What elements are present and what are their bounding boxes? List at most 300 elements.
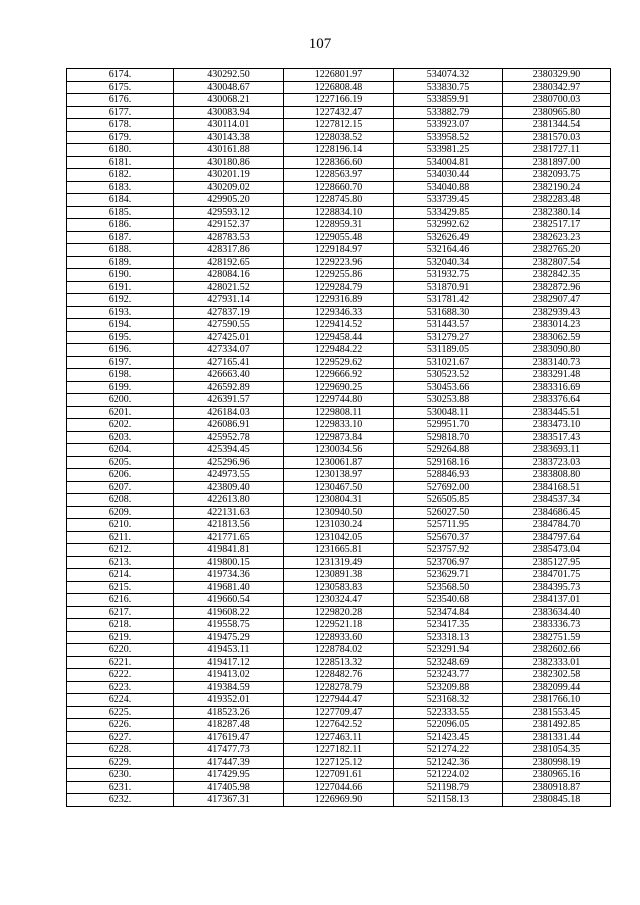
- x2-cell: 521423.45: [394, 731, 503, 744]
- x2-cell: 526505.85: [394, 494, 503, 507]
- x1-cell: 427165.41: [174, 356, 284, 369]
- y2-cell: 2382380.14: [503, 206, 611, 219]
- table-row: [67, 631, 611, 644]
- table-row: [67, 594, 611, 607]
- y1-cell: 1229316.89: [284, 294, 394, 307]
- y1-cell: 1227044.66: [284, 781, 394, 794]
- table-row: [67, 306, 611, 319]
- x2-cell: 521242.36: [394, 756, 503, 769]
- point-number-cell: 6196.: [67, 344, 174, 357]
- x1-cell: 429593.12: [174, 206, 284, 219]
- point-number-cell: 6180.: [67, 144, 174, 157]
- x2-cell: 533429.85: [394, 206, 503, 219]
- table-row: [67, 69, 611, 82]
- point-number-cell: 6226.: [67, 719, 174, 732]
- y1-cell: 1229873.84: [284, 431, 394, 444]
- y2-cell: 2383517.43: [503, 431, 611, 444]
- table-row: [67, 719, 611, 732]
- x1-cell: 428317.86: [174, 244, 284, 257]
- point-number-cell: 6201.: [67, 406, 174, 419]
- y2-cell: 2383140.73: [503, 356, 611, 369]
- x2-cell: 531870.91: [394, 281, 503, 294]
- x2-cell: 523474.84: [394, 606, 503, 619]
- y1-cell: 1229284.79: [284, 281, 394, 294]
- x1-cell: 418287.48: [174, 719, 284, 732]
- x2-cell: 531443.57: [394, 319, 503, 332]
- x2-cell: 531688.30: [394, 306, 503, 319]
- y2-cell: 2380918.87: [503, 781, 611, 794]
- point-number-cell: 6216.: [67, 594, 174, 607]
- table-row: [67, 556, 611, 569]
- x1-cell: 421771.65: [174, 531, 284, 544]
- y1-cell: 1227091.61: [284, 769, 394, 782]
- x1-cell: 422613.80: [174, 494, 284, 507]
- point-number-cell: 6212.: [67, 544, 174, 557]
- y1-cell: 1227944.47: [284, 694, 394, 707]
- table-row: [67, 781, 611, 794]
- x2-cell: 530048.11: [394, 406, 503, 419]
- table-row: [67, 794, 611, 807]
- x1-cell: 418523.26: [174, 706, 284, 719]
- y2-cell: 2381331.44: [503, 731, 611, 744]
- x1-cell: 429152.37: [174, 219, 284, 232]
- x2-cell: 534030.44: [394, 169, 503, 182]
- x2-cell: 532040.34: [394, 256, 503, 269]
- y2-cell: 2382190.24: [503, 181, 611, 194]
- table-row: [67, 531, 611, 544]
- table-row: [67, 281, 611, 294]
- x2-cell: 530253.88: [394, 394, 503, 407]
- y1-cell: 1229055.48: [284, 231, 394, 244]
- coordinates-table: [66, 68, 611, 807]
- x2-cell: 533981.25: [394, 144, 503, 157]
- point-number-cell: 6224.: [67, 694, 174, 707]
- table-row: [67, 319, 611, 332]
- x2-cell: 523291.94: [394, 644, 503, 657]
- y1-cell: 1227125.12: [284, 756, 394, 769]
- y1-cell: 1230804.31: [284, 494, 394, 507]
- table-row: [67, 769, 611, 782]
- point-number-cell: 6184.: [67, 194, 174, 207]
- y2-cell: 2382517.17: [503, 219, 611, 232]
- x1-cell: 417367.31: [174, 794, 284, 807]
- x2-cell: 531279.27: [394, 331, 503, 344]
- point-number-cell: 6183.: [67, 181, 174, 194]
- x1-cell: 425952.78: [174, 431, 284, 444]
- y2-cell: 2380845.18: [503, 794, 611, 807]
- table-row: [67, 131, 611, 144]
- y1-cell: 1227182.11: [284, 744, 394, 757]
- x2-cell: 532626.49: [394, 231, 503, 244]
- table-row: [67, 456, 611, 469]
- table-row: [67, 256, 611, 269]
- x1-cell: 430083.94: [174, 106, 284, 119]
- x1-cell: 430048.67: [174, 81, 284, 94]
- table-row: [67, 506, 611, 519]
- y1-cell: 1228482.76: [284, 669, 394, 682]
- y1-cell: 1228933.60: [284, 631, 394, 644]
- table-row: [67, 481, 611, 494]
- y1-cell: 1228366.60: [284, 156, 394, 169]
- table-row: [67, 569, 611, 582]
- x1-cell: 428192.65: [174, 256, 284, 269]
- y1-cell: 1230324.47: [284, 594, 394, 607]
- point-number-cell: 6232.: [67, 794, 174, 807]
- y2-cell: 2382842.35: [503, 269, 611, 282]
- x1-cell: 427837.19: [174, 306, 284, 319]
- y1-cell: 1229833.10: [284, 419, 394, 432]
- x2-cell: 530453.66: [394, 381, 503, 394]
- x1-cell: 425394.45: [174, 444, 284, 457]
- table-row: [67, 756, 611, 769]
- y1-cell: 1229529.62: [284, 356, 394, 369]
- page-number: 107: [308, 36, 332, 52]
- point-number-cell: 6182.: [67, 169, 174, 182]
- table-row: [67, 219, 611, 232]
- y2-cell: 2383090.80: [503, 344, 611, 357]
- y2-cell: 2381344.54: [503, 119, 611, 132]
- x1-cell: 425296.96: [174, 456, 284, 469]
- x1-cell: 430068.21: [174, 94, 284, 107]
- point-number-cell: 6200.: [67, 394, 174, 407]
- y1-cell: 1228784.02: [284, 644, 394, 657]
- table-row: [67, 406, 611, 419]
- x1-cell: 430180.86: [174, 156, 284, 169]
- x1-cell: 419352.01: [174, 694, 284, 707]
- x1-cell: 428084.16: [174, 269, 284, 282]
- table-row: [67, 619, 611, 632]
- y2-cell: 2380965.16: [503, 769, 611, 782]
- y1-cell: 1230061.87: [284, 456, 394, 469]
- table-row: [67, 156, 611, 169]
- y2-cell: 2380342.97: [503, 81, 611, 94]
- x1-cell: 430143.38: [174, 131, 284, 144]
- point-number-cell: 6199.: [67, 381, 174, 394]
- x1-cell: 419413.02: [174, 669, 284, 682]
- point-number-cell: 6198.: [67, 369, 174, 382]
- x2-cell: 532992.62: [394, 219, 503, 232]
- x1-cell: 419681.40: [174, 581, 284, 594]
- table-row: [67, 681, 611, 694]
- y1-cell: 1228834.10: [284, 206, 394, 219]
- y1-cell: 1228660.70: [284, 181, 394, 194]
- table-row: [67, 231, 611, 244]
- x2-cell: 534074.32: [394, 69, 503, 82]
- y2-cell: 2385473.04: [503, 544, 611, 557]
- table-row: [67, 269, 611, 282]
- x2-cell: 533923.07: [394, 119, 503, 132]
- x2-cell: 533739.45: [394, 194, 503, 207]
- x2-cell: 523168.32: [394, 694, 503, 707]
- point-number-cell: 6194.: [67, 319, 174, 332]
- point-number-cell: 6222.: [67, 669, 174, 682]
- table-row: [67, 706, 611, 719]
- point-number-cell: 6204.: [67, 444, 174, 457]
- x2-cell: 523540.68: [394, 594, 503, 607]
- table-row: [67, 644, 611, 657]
- y2-cell: 2384537.34: [503, 494, 611, 507]
- y1-cell: 1229521.18: [284, 619, 394, 632]
- table-row: [67, 431, 611, 444]
- y2-cell: 2383291.48: [503, 369, 611, 382]
- y1-cell: 1227812.15: [284, 119, 394, 132]
- x1-cell: 426391.57: [174, 394, 284, 407]
- y2-cell: 2384137.01: [503, 594, 611, 607]
- y2-cell: 2383445.51: [503, 406, 611, 419]
- point-number-cell: 6229.: [67, 756, 174, 769]
- point-number-cell: 6195.: [67, 331, 174, 344]
- x1-cell: 430161.88: [174, 144, 284, 157]
- x2-cell: 531189.05: [394, 344, 503, 357]
- point-number-cell: 6206.: [67, 469, 174, 482]
- x1-cell: 430209.02: [174, 181, 284, 194]
- x1-cell: 426184.03: [174, 406, 284, 419]
- table-row: [67, 244, 611, 257]
- x2-cell: 525711.95: [394, 519, 503, 532]
- y2-cell: 2382333.01: [503, 656, 611, 669]
- y2-cell: 2383808.80: [503, 469, 611, 482]
- y1-cell: 1227642.52: [284, 719, 394, 732]
- y1-cell: 1231042.05: [284, 531, 394, 544]
- y2-cell: 2380700.03: [503, 94, 611, 107]
- y1-cell: 1230891.38: [284, 569, 394, 582]
- y2-cell: 2384701.75: [503, 569, 611, 582]
- point-number-cell: 6227.: [67, 731, 174, 744]
- y2-cell: 2382872.96: [503, 281, 611, 294]
- x1-cell: 426663.40: [174, 369, 284, 382]
- y1-cell: 1229346.33: [284, 306, 394, 319]
- x1-cell: 419558.75: [174, 619, 284, 632]
- x2-cell: 528846.93: [394, 469, 503, 482]
- x1-cell: 427590.55: [174, 319, 284, 332]
- point-number-cell: 6202.: [67, 419, 174, 432]
- x2-cell: 521158.13: [394, 794, 503, 807]
- point-number-cell: 6219.: [67, 631, 174, 644]
- table-row: [67, 181, 611, 194]
- point-number-cell: 6209.: [67, 506, 174, 519]
- y2-cell: 2381570.03: [503, 131, 611, 144]
- point-number-cell: 6178.: [67, 119, 174, 132]
- point-number-cell: 6190.: [67, 269, 174, 282]
- x1-cell: 421813.56: [174, 519, 284, 532]
- point-number-cell: 6179.: [67, 131, 174, 144]
- x1-cell: 419475.29: [174, 631, 284, 644]
- point-number-cell: 6225.: [67, 706, 174, 719]
- x1-cell: 419841.81: [174, 544, 284, 557]
- point-number-cell: 6208.: [67, 494, 174, 507]
- y1-cell: 1229690.25: [284, 381, 394, 394]
- point-number-cell: 6191.: [67, 281, 174, 294]
- table-row: [67, 369, 611, 382]
- table-row: [67, 469, 611, 482]
- y2-cell: 2381766.10: [503, 694, 611, 707]
- x1-cell: 419453.11: [174, 644, 284, 657]
- x1-cell: 427931.14: [174, 294, 284, 307]
- x1-cell: 427334.07: [174, 344, 284, 357]
- x1-cell: 426086.91: [174, 419, 284, 432]
- y2-cell: 2380965.80: [503, 106, 611, 119]
- table-row: [67, 144, 611, 157]
- y2-cell: 2384784.70: [503, 519, 611, 532]
- y2-cell: 2382751.59: [503, 631, 611, 644]
- x2-cell: 532164.46: [394, 244, 503, 257]
- x1-cell: 417429.95: [174, 769, 284, 782]
- x2-cell: 525670.37: [394, 531, 503, 544]
- x2-cell: 531932.75: [394, 269, 503, 282]
- y1-cell: 1226969.90: [284, 794, 394, 807]
- x2-cell: 521198.79: [394, 781, 503, 794]
- table-row: [67, 694, 611, 707]
- y2-cell: 2384797.64: [503, 531, 611, 544]
- table-row: [67, 119, 611, 132]
- y1-cell: 1230583.83: [284, 581, 394, 594]
- x2-cell: 523248.69: [394, 656, 503, 669]
- x2-cell: 529818.70: [394, 431, 503, 444]
- y2-cell: 2383693.11: [503, 444, 611, 457]
- point-number-cell: 6213.: [67, 556, 174, 569]
- point-number-cell: 6223.: [67, 681, 174, 694]
- x1-cell: 417405.98: [174, 781, 284, 794]
- y1-cell: 1229666.92: [284, 369, 394, 382]
- table-row: [67, 394, 611, 407]
- y1-cell: 1230138.97: [284, 469, 394, 482]
- x2-cell: 523568.50: [394, 581, 503, 594]
- table-row: [67, 444, 611, 457]
- x1-cell: 423809.40: [174, 481, 284, 494]
- x1-cell: 428021.52: [174, 281, 284, 294]
- y1-cell: 1231030.24: [284, 519, 394, 532]
- y2-cell: 2384168.51: [503, 481, 611, 494]
- x2-cell: 529951.70: [394, 419, 503, 432]
- y1-cell: 1228745.80: [284, 194, 394, 207]
- y2-cell: 2382807.54: [503, 256, 611, 269]
- x2-cell: 523417.35: [394, 619, 503, 632]
- x1-cell: 424973.55: [174, 469, 284, 482]
- y1-cell: 1228959.31: [284, 219, 394, 232]
- x1-cell: 426592.89: [174, 381, 284, 394]
- x2-cell: 521224.02: [394, 769, 503, 782]
- point-number-cell: 6177.: [67, 106, 174, 119]
- y2-cell: 2383376.64: [503, 394, 611, 407]
- x2-cell: 523757.92: [394, 544, 503, 557]
- y2-cell: 2381727.11: [503, 144, 611, 157]
- y1-cell: 1229414.52: [284, 319, 394, 332]
- x2-cell: 533859.91: [394, 94, 503, 107]
- y1-cell: 1226808.48: [284, 81, 394, 94]
- point-number-cell: 6217.: [67, 606, 174, 619]
- table-row: [67, 544, 611, 557]
- y1-cell: 1227709.47: [284, 706, 394, 719]
- y1-cell: 1227166.19: [284, 94, 394, 107]
- x2-cell: 531021.67: [394, 356, 503, 369]
- table-row: [67, 194, 611, 207]
- y2-cell: 2383336.73: [503, 619, 611, 632]
- y1-cell: 1228278.79: [284, 681, 394, 694]
- y2-cell: 2380329.90: [503, 69, 611, 82]
- y2-cell: 2383014.23: [503, 319, 611, 332]
- table-row: [67, 731, 611, 744]
- table-row: [67, 344, 611, 357]
- point-number-cell: 6185.: [67, 206, 174, 219]
- point-number-cell: 6231.: [67, 781, 174, 794]
- x2-cell: 526027.50: [394, 506, 503, 519]
- y1-cell: 1228513.32: [284, 656, 394, 669]
- x2-cell: 523318.13: [394, 631, 503, 644]
- point-number-cell: 6215.: [67, 581, 174, 594]
- table-row: [67, 294, 611, 307]
- y2-cell: 2383723.03: [503, 456, 611, 469]
- y2-cell: 2382283.48: [503, 194, 611, 207]
- x2-cell: 522333.55: [394, 706, 503, 719]
- y1-cell: 1228196.14: [284, 144, 394, 157]
- y1-cell: 1229223.96: [284, 256, 394, 269]
- point-number-cell: 6203.: [67, 431, 174, 444]
- point-number-cell: 6188.: [67, 244, 174, 257]
- point-number-cell: 6192.: [67, 294, 174, 307]
- y2-cell: 2382602.66: [503, 644, 611, 657]
- y1-cell: 1228563.97: [284, 169, 394, 182]
- x2-cell: 531781.42: [394, 294, 503, 307]
- y1-cell: 1229744.80: [284, 394, 394, 407]
- point-number-cell: 6211.: [67, 531, 174, 544]
- y1-cell: 1227463.11: [284, 731, 394, 744]
- x1-cell: 419417.12: [174, 656, 284, 669]
- y2-cell: 2382099.44: [503, 681, 611, 694]
- y2-cell: 2380998.19: [503, 756, 611, 769]
- table-row: [67, 669, 611, 682]
- y1-cell: 1228038.52: [284, 131, 394, 144]
- y1-cell: 1229255.86: [284, 269, 394, 282]
- y2-cell: 2383634.40: [503, 606, 611, 619]
- x2-cell: 523209.88: [394, 681, 503, 694]
- x2-cell: 529168.16: [394, 456, 503, 469]
- y2-cell: 2382302.58: [503, 669, 611, 682]
- point-number-cell: 6197.: [67, 356, 174, 369]
- x1-cell: 419800.15: [174, 556, 284, 569]
- point-number-cell: 6214.: [67, 569, 174, 582]
- table-row: [67, 606, 611, 619]
- y1-cell: 1226801.97: [284, 69, 394, 82]
- point-number-cell: 6189.: [67, 256, 174, 269]
- point-number-cell: 6176.: [67, 94, 174, 107]
- y1-cell: 1227432.47: [284, 106, 394, 119]
- y2-cell: 2383062.59: [503, 331, 611, 344]
- table-row: [67, 494, 611, 507]
- x2-cell: 533830.75: [394, 81, 503, 94]
- x1-cell: 430292.50: [174, 69, 284, 82]
- y2-cell: 2381897.00: [503, 156, 611, 169]
- point-number-cell: 6221.: [67, 656, 174, 669]
- table-row: [67, 744, 611, 757]
- y1-cell: 1229484.22: [284, 344, 394, 357]
- point-number-cell: 6186.: [67, 219, 174, 232]
- x2-cell: 523706.97: [394, 556, 503, 569]
- point-number-cell: 6218.: [67, 619, 174, 632]
- point-number-cell: 6207.: [67, 481, 174, 494]
- y1-cell: 1229808.11: [284, 406, 394, 419]
- x1-cell: 419660.54: [174, 594, 284, 607]
- x2-cell: 522096.05: [394, 719, 503, 732]
- point-number-cell: 6220.: [67, 644, 174, 657]
- x2-cell: 533882.79: [394, 106, 503, 119]
- y2-cell: 2381492.85: [503, 719, 611, 732]
- y2-cell: 2384395.73: [503, 581, 611, 594]
- y2-cell: 2383316.69: [503, 381, 611, 394]
- y2-cell: 2381553.45: [503, 706, 611, 719]
- x1-cell: 429905.20: [174, 194, 284, 207]
- y2-cell: 2382623.23: [503, 231, 611, 244]
- x2-cell: 534004.81: [394, 156, 503, 169]
